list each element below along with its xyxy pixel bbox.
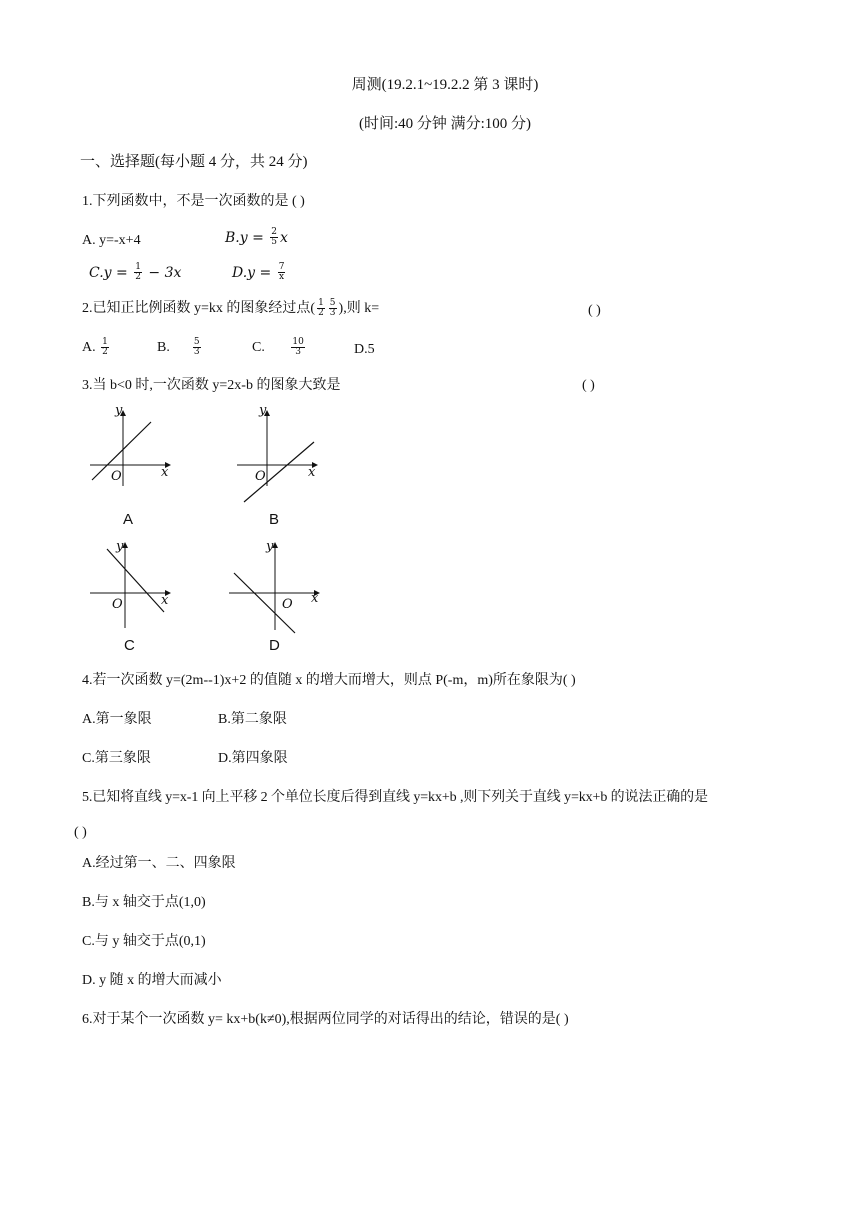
graph-a-x-label: x [161,465,169,480]
section-heading: 一、选择题(每小题 4 分，共 24 分) [80,154,308,170]
exam-info: (时间:40 分钟 满分:100 分) [358,116,532,132]
q5-option-b: B.与 x 轴交于点(1,0) [82,895,206,910]
graph-c-origin-label: O [112,597,123,612]
graph-b-letter: B [269,511,280,528]
question-5-answer-paren: ( ) [74,825,87,840]
question-4-stem: 4.若一次函数 y=(2m--1)x+2 的值随 x 的增大而增大，则点 P(-m，m)所在象限为( ) [82,673,576,688]
q2-option-d: D.5 [354,342,375,357]
q5-option-c: C.与 y 轴交于点(0,1) [82,934,206,949]
graph-a [85,403,175,490]
q1-option-b: B.y = $\frac{2}{5}$ x [225,227,288,248]
q2-option-b: B. $\frac{5}{3}$ [157,337,200,358]
question-3-answer-paren: ( ) [582,378,595,393]
question-6-stem: 6.对于某个一次函数 y= kx+b(k≠0),根据两位同学的对话得出的结论，错误的是( ) [82,1012,569,1027]
graph-a-y-label: y [115,403,123,418]
q4-option-b: B.第二象限 [218,712,287,727]
graph-b [232,403,322,490]
graph-a-letter: A [123,511,134,528]
q1-option-a: A. y=-x+4 [82,233,141,248]
graph-d-y-label: y [266,539,274,554]
graph-d-origin-label: O [282,597,293,612]
graph-d [229,540,329,640]
q1-option-d: D.y = $\frac{7}{x}$ [232,262,285,283]
graph-d-x-label: x [311,591,319,606]
graph-b-x-label: x [308,465,316,480]
graph-c-y-label: y [116,539,124,554]
graph-a-origin-label: O [111,469,122,484]
graph-c-x-label: x [161,593,169,608]
question-1-stem: 1.下列函数中，不是一次函数的是 ( ) [82,194,305,209]
q1-option-c: C.y = $\frac{1}{2}$ − 3x [89,262,182,283]
question-3-stem: 3.当 b<0 时,一次函数 y=2x-b 的图象大致是 [82,378,341,393]
q5-option-d: D. y 随 x 的增大而减小 [82,973,222,988]
q4-option-d: D.第四象限 [218,751,288,766]
q4-option-c: C.第三象限 [82,751,151,766]
graph-c-letter: C [124,637,135,654]
question-2-stem: 2.已知正比例函数 y=kx 的图象经过点( $\frac{1}{2}$ $\frac{5}{3}$ ),则 k= [82,298,380,319]
question-5-stem: 5.已知将直线 y=x-1 向上平移 2 个单位长度后得到直线 y=kx+b ,则下列关于直线 y=kx+b 的说法正确的是 [82,790,708,805]
page-title: 周测(19.2.1~19.2.2 第 3 课时) [351,77,539,93]
graph-d-letter: D [269,637,280,654]
graph-b-y-label: y [259,403,267,418]
q4-option-a: A.第一象限 [82,712,152,727]
q5-option-a: A.经过第一、二、四象限 [82,856,236,871]
question-2-answer-paren: ( ) [588,303,601,318]
graph-c [85,540,175,630]
q2-option-c: C. $\frac{10}{3}$ [252,337,304,358]
graph-b-origin-label: O [255,469,266,484]
q2-option-a: A. $\frac{1}{2}$ [82,337,108,358]
